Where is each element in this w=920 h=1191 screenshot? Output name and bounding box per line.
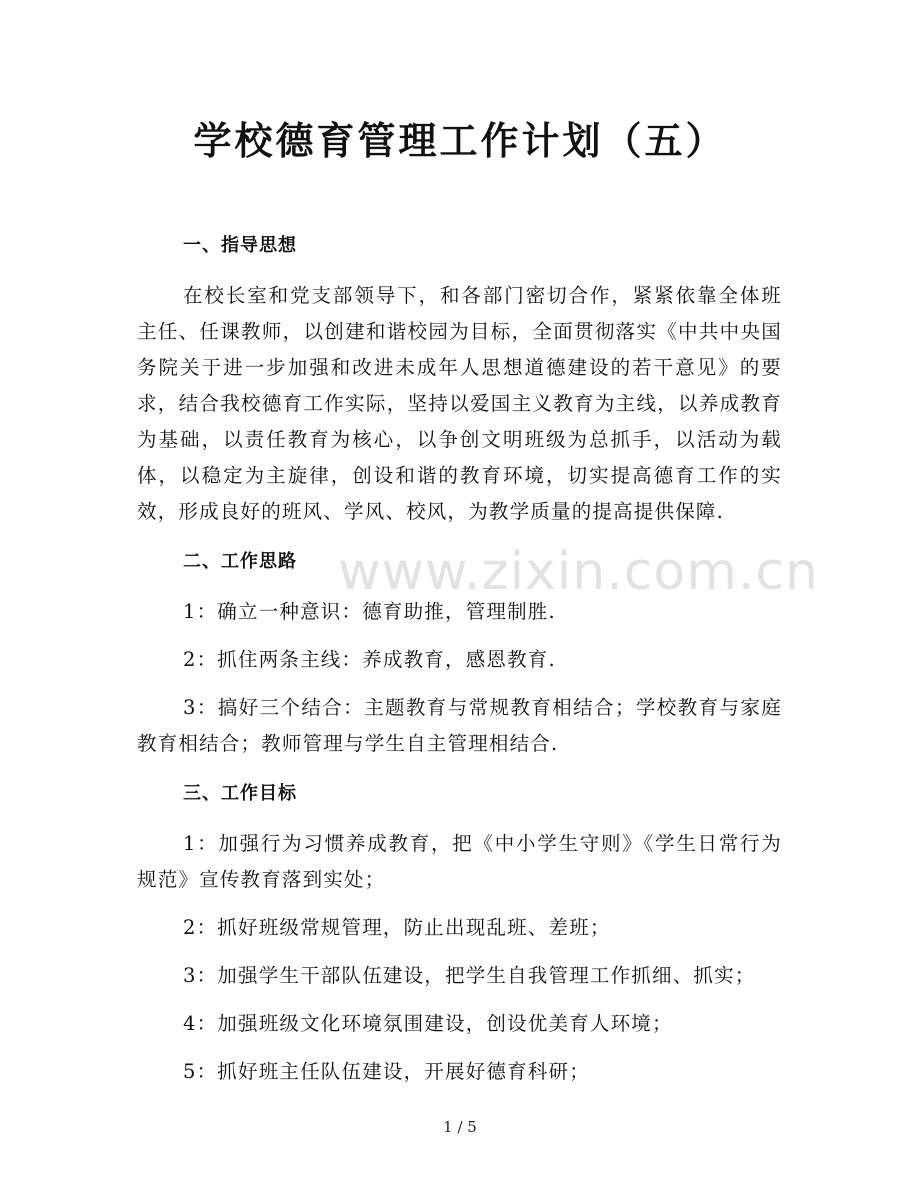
document-title: 学校德育管理工作计划（五）	[193, 118, 727, 163]
page-number: 1 / 5	[443, 1118, 477, 1136]
paragraph-goal-3: 3：加强学生干部队伍建设，把学生自我管理工作抓细、抓实；	[183, 964, 756, 987]
section-heading-guiding-thought: 一、指导思想	[183, 235, 297, 256]
paragraph-approach-3: 3：搞好三个结合：主题教育与常规教育相结合；学校教育与家庭教育相结合；教师管理与学生自主管理相结合.	[137, 696, 782, 755]
paragraph-guiding-thought: 在校长室和党支部领导下，和各部门密切合作，紧紧依靠全体班主任、任课教师，以创建和谐校园为目标，全面贯彻落实《中共中央国务院关于进一步加强和改进未成年人思想道德建设的若干意见》的要求，结合我校德育工作实际，坚持以爱国主义教育为主线，以养成教育为基础，以责任教育为核心，以争创文明班级为总抓手，以活动为载体，以稳定为主旋律，创设和谐的教育环境，切实提高德育工作的实效，形成良好的班风、学风、校风，为教学质量的提高提供保障.	[137, 284, 782, 523]
paragraph-goal-2: 2：抓好班级常规管理，防止出现乱班、差班；	[183, 916, 611, 939]
section-heading-work-approach: 二、工作思路	[183, 551, 297, 572]
section-heading-work-goals: 三、工作目标	[183, 783, 297, 804]
paragraph-approach-2: 2：抓住两条主线：养成教育，感恩教育.	[183, 648, 556, 671]
paragraph-goal-1: 1：加强行为习惯养成教育，把《中小学生守则》《学生日常行为规范》宣传教育落到实处；	[137, 832, 782, 891]
watermark: www.zixin.com.cn	[338, 542, 819, 602]
paragraph-goal-4: 4：加强班级文化环境氛围建设，创设优美育人环境；	[183, 1012, 673, 1035]
paragraph-approach-1: 1：确立一种意识：德育助推，管理制胜.	[183, 600, 556, 623]
paragraph-goal-5: 5：抓好班主任队伍建设，开展好德育科研；	[183, 1060, 590, 1083]
document-body	[137, 228, 782, 1102]
